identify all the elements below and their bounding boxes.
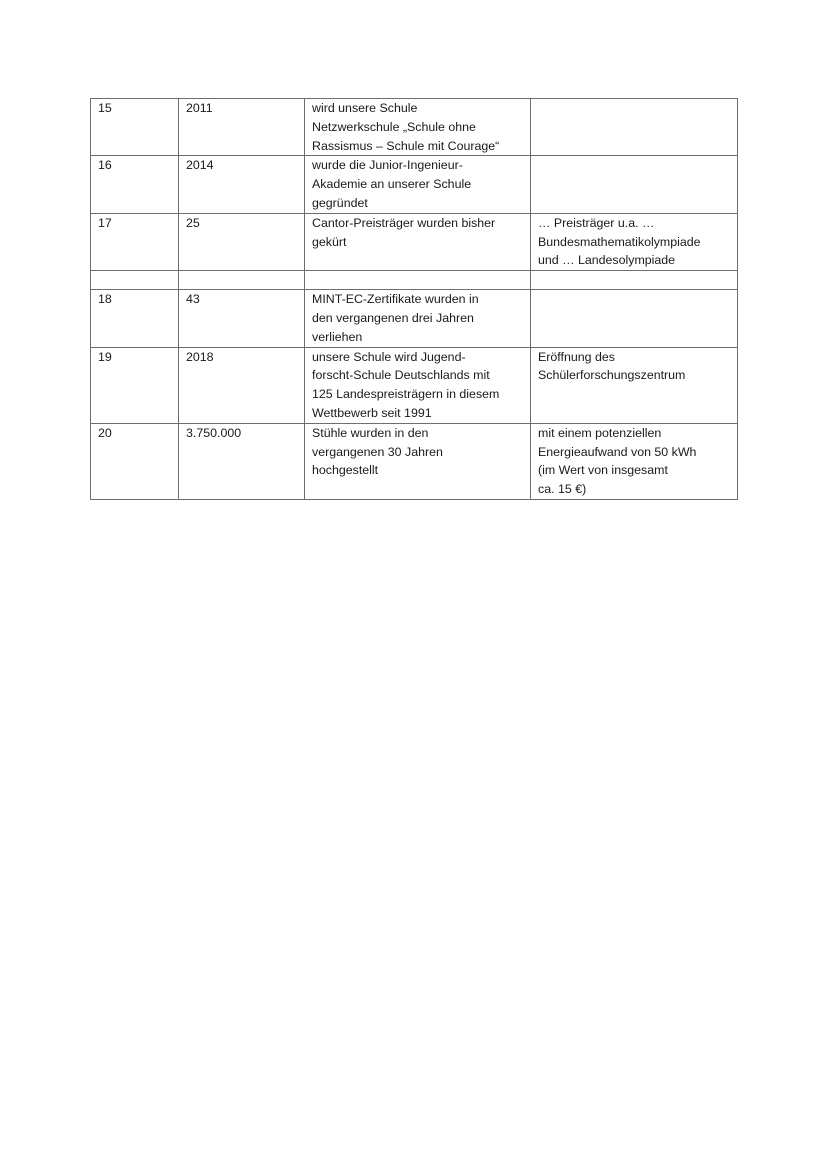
text-line: Akademie an unserer Schule	[312, 177, 472, 192]
text-line: (im Wert von insgesamt	[538, 463, 668, 478]
cell-value: 2018	[179, 347, 305, 423]
cell-number: 18	[91, 290, 179, 347]
cell-note	[531, 423, 738, 499]
cell-number: 17	[91, 213, 179, 270]
cell-value	[179, 271, 305, 290]
cell-number	[91, 271, 179, 290]
text-line: Wettbewerb seit 1991	[312, 405, 432, 420]
table-row	[91, 213, 738, 270]
text-line: und … Landesolympiade	[538, 253, 676, 268]
text-line: … Preisträger u.a. …	[538, 215, 655, 230]
table-row	[91, 423, 738, 499]
cell-number: 20	[91, 423, 179, 499]
facts-table	[90, 98, 738, 500]
cell-description	[305, 347, 531, 423]
text-line: Eröffnung des	[538, 349, 615, 364]
cell-number: 15	[91, 99, 179, 156]
cell-value: 3.750.000	[179, 423, 305, 499]
cell-description	[305, 290, 531, 347]
cell-note	[531, 271, 738, 290]
text-line: gegründet	[312, 195, 368, 210]
cell-value: 43	[179, 290, 305, 347]
text-line: forscht-Schule Deutschlands mit	[312, 368, 490, 383]
cell-description	[305, 271, 531, 290]
text-line: verliehen	[312, 329, 363, 344]
text-line: Energieaufwand von 50 kWh	[538, 444, 697, 459]
text-line: wird unsere Schule	[312, 101, 418, 115]
cell-note	[531, 290, 738, 347]
table-row	[91, 347, 738, 423]
cell-description	[305, 213, 531, 270]
cell-value: 2011	[179, 99, 305, 156]
cell-description	[305, 423, 531, 499]
text-line: Bundesmathematikolympiade	[538, 234, 701, 249]
text-line: Netzwerkschule „Schule ohne	[312, 119, 476, 134]
text-line: unsere Schule wird Jugend-	[312, 349, 466, 364]
text-line: mit einem potenziellen	[538, 425, 662, 440]
text-line: hochgestellt	[312, 463, 379, 478]
cell-description	[305, 99, 531, 156]
cell-description	[305, 156, 531, 213]
text-line: Rassismus – Schule mit Courage“	[312, 138, 500, 153]
text-line: Schülerforschungszentrum	[538, 368, 686, 383]
table-row	[91, 156, 738, 213]
text-line: Stühle wurden in den	[312, 425, 429, 440]
table-row	[91, 290, 738, 347]
cell-note	[531, 213, 738, 270]
text-line: MINT-EC-Zertifikate wurden in	[312, 292, 479, 307]
cell-number: 19	[91, 347, 179, 423]
text-line: vergangenen 30 Jahren	[312, 444, 443, 459]
cell-note	[531, 347, 738, 423]
text-line: den vergangenen drei Jahren	[312, 310, 474, 325]
table-row	[91, 99, 738, 156]
table-row-empty	[91, 271, 738, 290]
text-line: wurde die Junior-Ingenieur-	[312, 158, 463, 173]
cell-note	[531, 156, 738, 213]
cell-number: 16	[91, 156, 179, 213]
text-line: Cantor-Preisträger wurden bisher	[312, 215, 496, 230]
cell-value: 25	[179, 213, 305, 270]
cell-value: 2014	[179, 156, 305, 213]
cell-note	[531, 99, 738, 156]
text-line: 125 Landespreisträgern in diesem	[312, 387, 500, 402]
text-line: gekürt	[312, 234, 347, 249]
text-line: ca. 15 €)	[538, 482, 587, 497]
